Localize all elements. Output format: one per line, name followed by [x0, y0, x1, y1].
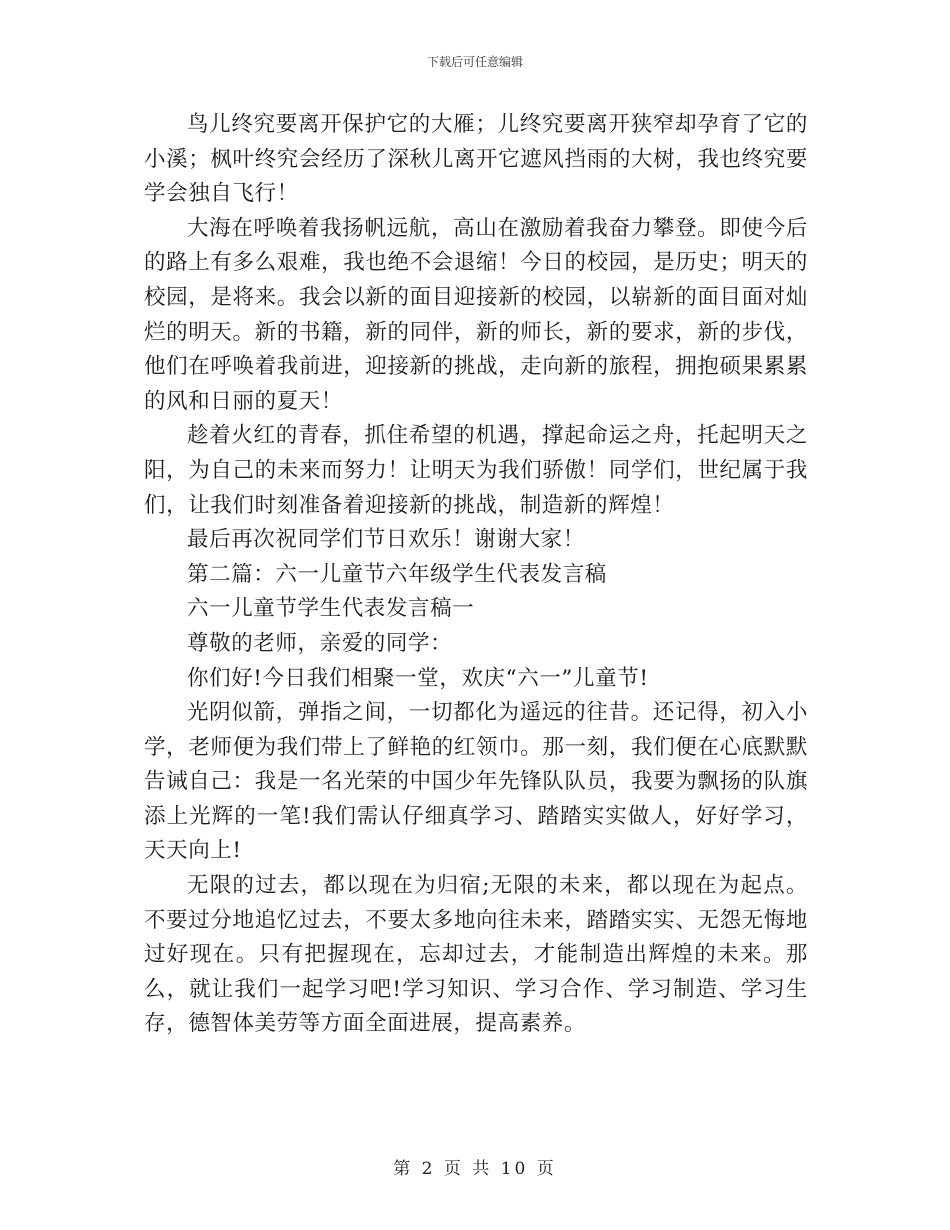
- paragraph-9: 光阴似箭，弹指之间，一切都化为遥远的往昔。还记得，初入小学，老师便为我们带上了鲜艳的红领巾。那一刻，我们便在心底默默告诫自己：我是一名光荣的中国少年先锋队队员，我要为飘扬的队旗添上光辉的一笔!我们需认仔细真学习、踏踏实实做人，好好学习，天天向上!: [144, 700, 808, 864]
- paragraph-1: 鸟儿终究要离开保护它的大雁；儿终究要离开狭窄却孕育了它的小溪；枫叶终究会经历了深秋儿离开它遮风挡雨的大树，我也终究要学会独自飞行！: [144, 112, 808, 207]
- page-header-note: 下载后可任意编辑: [426, 55, 523, 69]
- paragraph-3: 趁着火红的青春，抓住希望的机遇，撑起命运之舟，托起明天之阳，为自己的未来而努力！让明天为我们骄傲！同学们，世纪属于我们，让我们时刻准备着迎接新的挑战，制造新的辉煌！: [144, 423, 808, 518]
- page-number: 第 2 页 共 10 页: [393, 1159, 557, 1179]
- speech-title: 六一儿童节学生代表发言稿一: [187, 596, 475, 622]
- paragraph-10: 无限的过去，都以现在为归宿;无限的未来，都以现在为起点。不要过分地追忆过去，不要太多地向往未来，踏踏实实、无怨无悔地过好现在。只有把握现在，忘却过去，才能制造出辉煌的未来。那么，就让我们一起学习吧!学习知识、学习合作、学习制造、学习生存，德智体美劳等方面全面进展，提高素养。: [144, 873, 808, 1037]
- document-body: [144, 108, 808, 1042]
- greeting: 你们好!今日我们相聚一堂，欢庆“六一”儿童节!: [187, 665, 649, 691]
- section-title: 第二篇：六一儿童节六年级学生代表发言稿: [187, 561, 607, 587]
- paragraph-2: 大海在呼唤着我扬帆远航，高山在激励着我奋力攀登。即使今后的路上有多么艰难，我也绝不会退缩！今日的校园，是历史；明天的校园，是将来。我会以新的面目迎接新的校园，以崭新的面目面对灿烂的明天。新的书籍，新的同伴，新的师长，新的要求，新的步伐，他们在呼唤着我前进，迎接新的挑战，走向新的旅程，拥抱硕果累累的风和日丽的夏天！: [144, 215, 808, 414]
- paragraph-4: 最后再次祝同学们节日欢乐！谢谢大家！: [187, 527, 585, 553]
- salutation: 尊敬的老师，亲爱的同学：: [187, 630, 453, 656]
